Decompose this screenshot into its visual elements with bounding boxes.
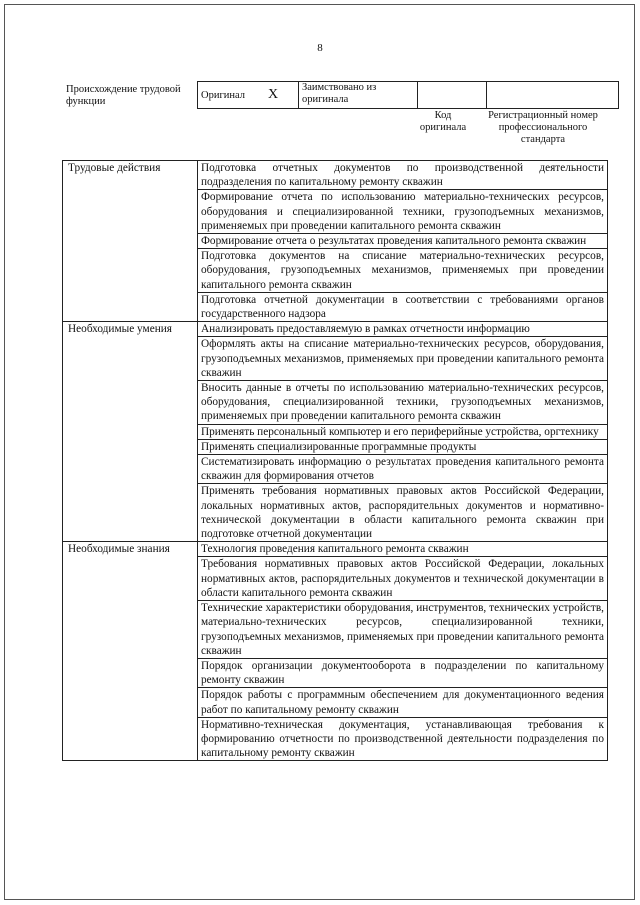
item-cell: Вносить данные в отчеты по использованию материально-технических ресурсов, оборудования, специализированной техники, грузоподъемных механизмов, применяемых при проведении капитального ремонта скважин (198, 381, 608, 425)
item-cell: Нормативно-техническая документация, устанавливающая требования к формированию отчетности по производственной деятельности подразделения по капитальному ремонту скважин (198, 717, 608, 761)
code-cell (418, 82, 487, 109)
item-cell: Формирование отчета о результатах проведения капитального ремонта скважин (198, 234, 608, 249)
item-cell: Применять специализированные программные продукты (198, 439, 608, 454)
table-row (63, 542, 608, 557)
table-row (63, 161, 608, 190)
category-cell: Необходимые знания (63, 542, 198, 761)
table-row (63, 322, 608, 337)
original-label: Оригинал (201, 89, 245, 101)
original-cell (198, 82, 299, 109)
category-cell: Трудовые действия (63, 161, 198, 322)
item-cell: Оформлять акты на списание материально-технических ресурсов, оборудования, грузоподъемных механизмов, применяемых при проведении капитального ремонта скважин (198, 337, 608, 381)
original-mark: X (268, 87, 279, 102)
reg-number-label: Регистрационный номер профессионального стандарта (488, 110, 598, 145)
item-cell: Систематизировать информацию о результатах проведения капитального ремонта скважин для формирования отчетов (198, 455, 608, 484)
item-cell: Формирование отчета по использованию материально-технических ресурсов, оборудования и специализированной техники, грузоподъемных механизмов, применяемых при проведении капитального ремонта скважин (198, 190, 608, 234)
item-cell: Применять персональный компьютер и его периферийные устройства, оргтехнику (198, 424, 608, 439)
item-cell: Технические характеристики оборудования, инструментов, технических устройств, материально-технических ресурсов, специализированной техники, грузоподъемных механизмов, применяемых при проведении капитального ремонта скважин (198, 601, 608, 659)
reg-number-cell (487, 82, 619, 109)
borrowed-cell: Заимствовано из оригинала (299, 82, 418, 109)
item-cell: Анализировать предоставляемую в рамках отчетности информацию (198, 322, 608, 337)
item-cell: Требования нормативных правовых актов Российской Федерации, локальных нормативных актов, распорядительных документов и технической документации в области капитального ремонта скважин (198, 557, 608, 601)
origin-table (197, 81, 619, 109)
item-cell: Технология проведения капитального ремонта скважин (198, 542, 608, 557)
category-cell: Необходимые умения (63, 322, 198, 542)
item-cell: Подготовка документов на списание материально-технических ресурсов, оборудования, грузоподъемных механизмов, применяемых при проведении капитального ремонта скважин (198, 249, 608, 293)
origin-label: Происхождение трудовой функции (66, 84, 181, 107)
labor-function-table (62, 160, 608, 761)
item-cell: Применять требования нормативных правовых актов Российской Федерации, локальных нормативных актов, распорядительных документов и нормативно-технической документации в области капитального ремонта скважин при подготовке отчетной документации (198, 484, 608, 542)
code-label: Код оригинала (419, 110, 467, 133)
item-cell: Подготовка отчетной документации в соответствии с требованиями органов государственного надзора (198, 292, 608, 321)
item-cell: Порядок организации документооборота в подразделении по капитальному ремонту скважин (198, 658, 608, 687)
page-number: 8 (317, 42, 323, 54)
item-cell: Подготовка отчетных документов по производственной деятельности подразделения по капитальному ремонту скважин (198, 161, 608, 190)
item-cell: Порядок работы с программным обеспечением для документационного ведения работ по капитальному ремонту скважин (198, 688, 608, 717)
